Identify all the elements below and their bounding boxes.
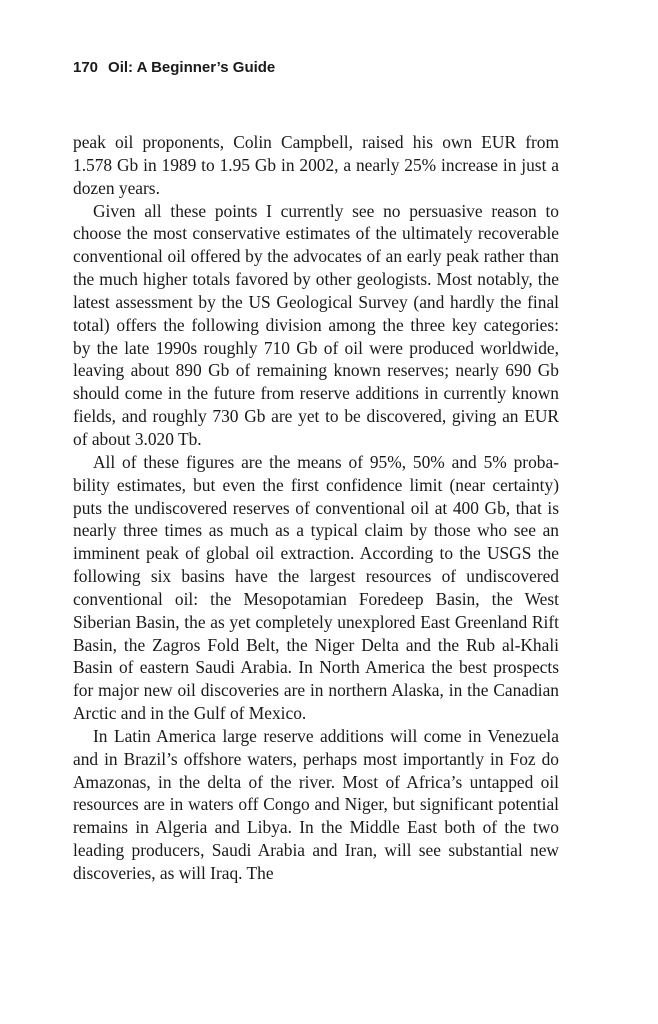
paragraph-continued: peak oil proponents, Colin Campbell, raised his own EUR from 1.578 Gb in 1989 to 1.95 Gb in 2002, a nearly 25% increase in just a dozen years. — [73, 132, 559, 198]
paragraph-usgs-assessment: Given all these points I currently see no persuasive reason to choose the most conservative estimates of the ultimately recoverable conventional oil offered by the advocates of an early peak rather than the much higher totals favored by other geologists. Most notably, the latest assessment by the US Geological Survey (and hardly the final total) offers the following division among the three key categories: by the late 1990s roughly 710 Gb of oil were produced worldwide, leaving about 890 Gb of remaining known reserves; nearly 690 Gb should come in the future from reserve additions in currently known fields, and roughly 730 Gb are yet to be discovered, giving an EUR of about 3.020 Tb. — [73, 200, 559, 449]
page-number: 170 — [73, 59, 99, 76]
running-head — [73, 59, 275, 76]
paragraph-regional-prospects: In Latin America large reserve additions will come in Venezuela and in Brazil’s offshore waters, perhaps most importantly in Foz do Amazonas, in the delta of the river. Most of Africa’s untapped oil resources are in waters off Congo and Niger, but significant potential remains in Algeria and Libya. In the Middle East both of the two leading producers, Saudi Arabia and Iran, will see substantial new discoveries, as will Iraq. The — [73, 725, 559, 883]
paragraph-undiscovered-basins: All of these figures are the means of 95%, 50% and 5% probability estimates, but even the first confidence limit (near certainty) puts the undiscovered reserves of conventional oil at 400 Gb, that is nearly three times as much as a typical claim by those who see an imminent peak of global oil extraction. According to the USGS the following six basins have the largest resources of undiscovered conventional oil: the Mesopotamian Foredeep Basin, the West Siberian Basin, the as yet completely unexplored East Greenland Rift Basin, the Zagros Fold Belt, the Niger Delta and the Rub al-Khali Basin of eastern Saudi Arabia. In North America the best prospects for major new oil discoveries are in northern Alaska, in the Canadian Arctic and in the Gulf of Mexico. — [73, 451, 559, 724]
book-title: Oil: A Beginner’s Guide — [108, 59, 276, 76]
body-text — [73, 131, 559, 885]
